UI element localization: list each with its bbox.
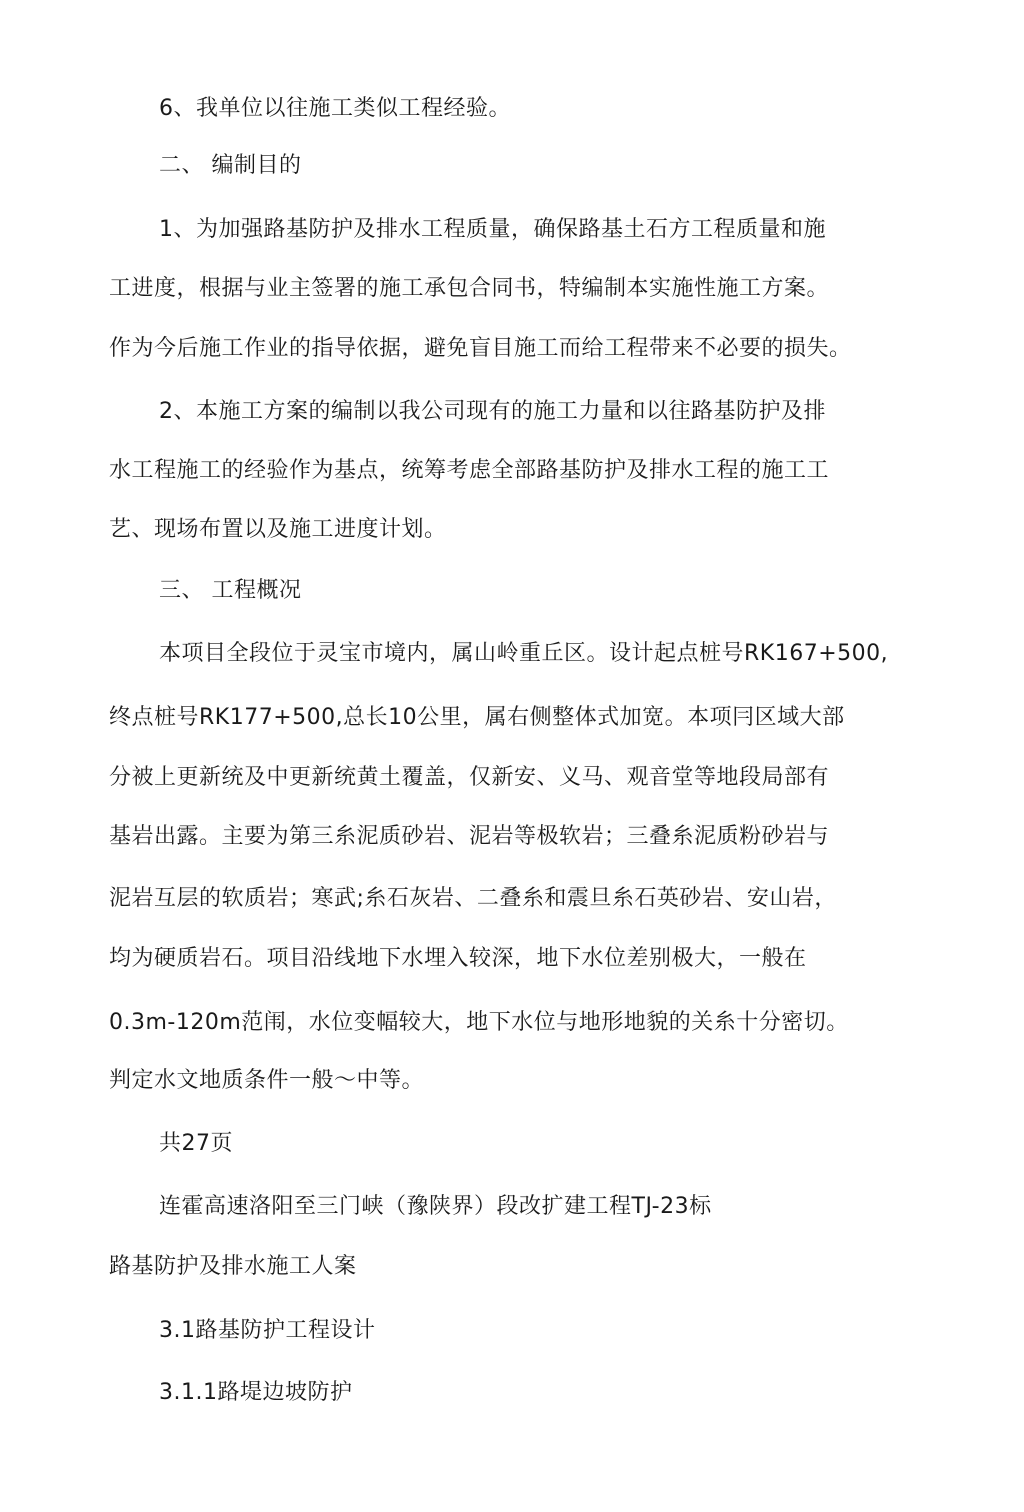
- paragraph-line: 水工程施工的经验作为基点，统筹考虑全部路基防护及排水工程的施工工: [109, 458, 830, 483]
- paragraph-line: 泥岩互层的软质岩；寒武;糸石灰岩、二叠糸和震旦糸石英砂岩、安山岩，: [109, 886, 837, 911]
- paragraph-line: 工进度，根据与业主签署的施工承包合同书，特编制本实施性施工方案。: [109, 276, 830, 301]
- paragraph-line: 0.3m-120m范闱，水位变幅较大，地下水位与地形地貌的关糸十分密切。: [109, 1010, 849, 1035]
- subsection-heading: 3.1.1路堤边坡防护: [159, 1380, 353, 1405]
- page-count: 共27页: [159, 1131, 233, 1156]
- running-header-project: 连霍高速洛阳至三门峡（豫陕界）段改扩建工程TJ-23标: [159, 1194, 712, 1219]
- section-heading: 二、 编制目的: [159, 153, 302, 178]
- subsection-heading: 3.1路基防护工程设计: [159, 1318, 376, 1343]
- running-header-doc: 路基防护及排水施工人案: [109, 1254, 357, 1279]
- paragraph-line: 1、为加强路基防护及排水工程质量，确保路基土石方工程质量和施: [159, 217, 826, 242]
- paragraph-line: 分被上更新统及中更新统黄土覆盖，仅新安、义马、观音堂等地段局部有: [109, 765, 830, 790]
- paragraph-line: 均为硬质岩石。项目沿线地下水埋入较深，地下水位差别极大，一般在: [109, 946, 807, 971]
- paragraph-line: 基岩出露。主要为第三糸泥质砂岩、泥岩等极软岩；三叠糸泥质粉砂岩与: [109, 824, 830, 849]
- paragraph-line: 作为今后施工作业的指导依据，避免盲目施工而给工程带来不必要的损失。: [109, 336, 852, 361]
- paragraph-line: 判定水文地质条件一般～中等。: [109, 1068, 425, 1093]
- section-heading: 三、 工程概况: [159, 578, 302, 603]
- paragraph-line: 2、本施工方案的编制以我公司现有的施工力量和以往路基防护及排: [159, 399, 826, 424]
- paragraph-line: 终点桩号RK177+500,总长10公里，属右侧整体式加宽。本项冃区域大部: [109, 705, 845, 730]
- paragraph-line: 6、我单位以往施工类似工程经验。: [159, 96, 511, 121]
- paragraph-line: 艺、现场布置以及施工进度计划。: [109, 517, 447, 542]
- paragraph-line: 本项目全段位于灵宝市境内，属山岭重丘区。设计起点桩号RK167+500,: [159, 641, 889, 666]
